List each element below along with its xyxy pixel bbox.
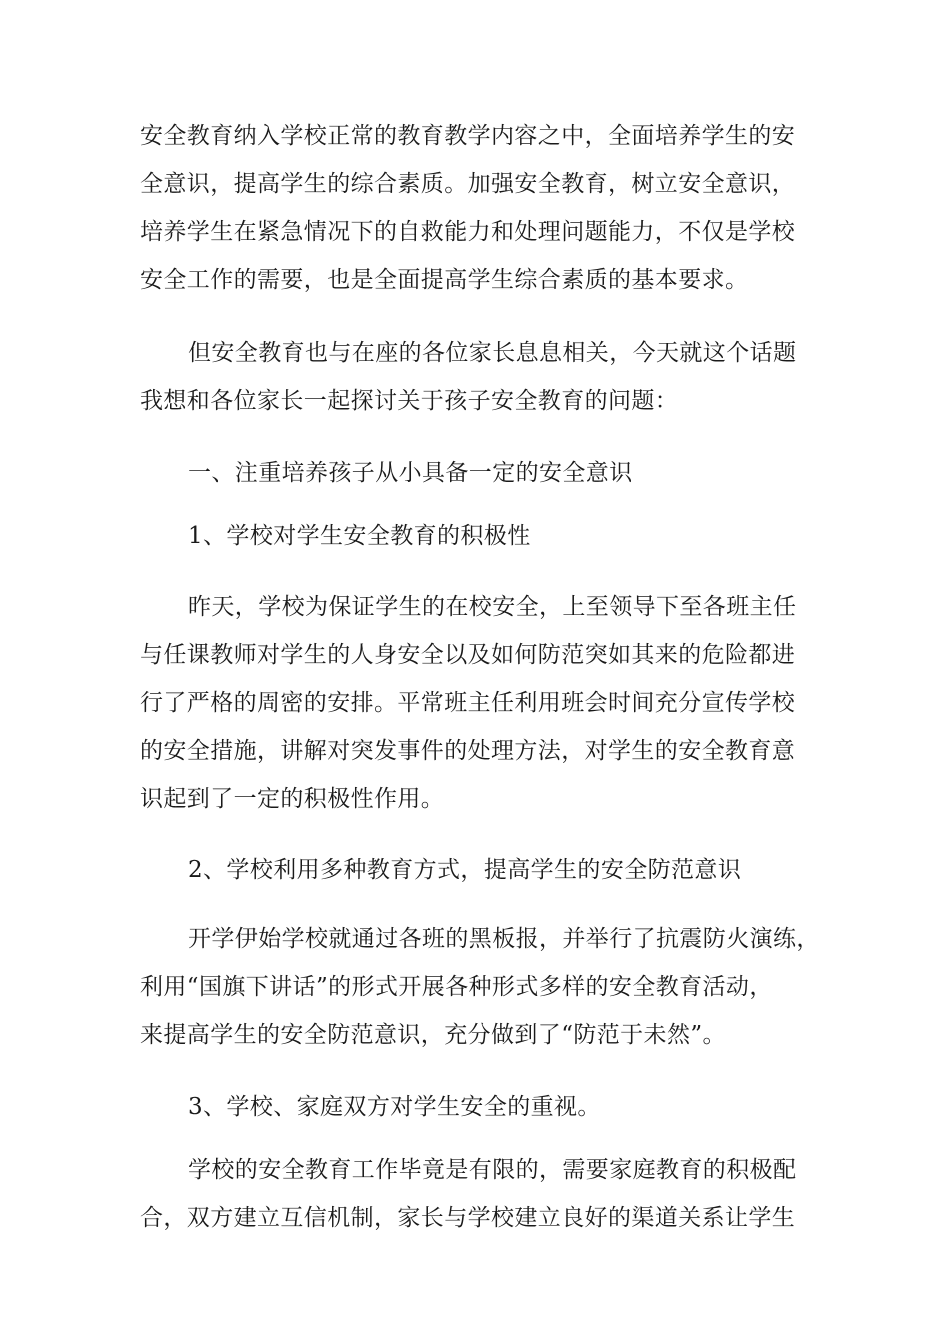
text-line: 安全工作的需要，也是全面提高学生综合素质的基本要求。 [140,267,749,293]
text-line: 安全教育纳入学校正常的教育教学内容之中，全面培养学生的安 [140,123,796,149]
text-line: 但安全教育也与在座的各位家长息息相关，今天就这个话题 [188,340,797,366]
text-line: 开学伊始学校就通过各班的黑板报，并举行了抗震防火演练， [188,926,820,952]
text-line: 我想和各位家长一起探讨关于孩子安全教育的问题： [140,388,679,414]
subsection-heading: 2、学校利用多种教育方式，提高学生的安全防范意识 [188,857,742,883]
text-line: 来提高学生的安全防范意识，充分做到了“防范于未然”。 [140,1022,726,1048]
text-line: 全意识，提高学生的综合素质。加强安全教育，树立安全意识， [140,171,796,197]
text-line: 行了严格的周密的安排。平常班主任利用班会时间充分宣传学校 [140,690,796,716]
text-line: 与任课教师对学生的人身安全以及如何防范突如其来的危险都进 [140,642,796,668]
text-line: 利用“国旗下讲话”的形式开展各种形式多样的安全教育活动， [140,974,773,1000]
text-line: 合，双方建立互信机制，家长与学校建立良好的渠道关系让学生 [140,1205,796,1231]
text-line: 识起到了一定的积极性作用。 [140,786,445,812]
section-heading: 一、注重培养孩子从小具备一定的安全意识 [188,460,633,486]
subsection-heading: 3、学校、家庭双方对学生安全的重视。 [188,1094,601,1120]
text-line: 昨天，学校为保证学生的在校安全，上至领导下至各班主任 [188,594,797,620]
text-line: 培养学生在紧急情况下的自救能力和处理问题能力，不仅是学校 [140,219,796,245]
subsection-heading: 1、学校对学生安全教育的积极性 [188,523,531,549]
text-line: 的安全措施，讲解对突发事件的处理方法，对学生的安全教育意 [140,738,796,764]
text-line: 学校的安全教育工作毕竟是有限的，需要家庭教育的积极配 [188,1157,797,1183]
